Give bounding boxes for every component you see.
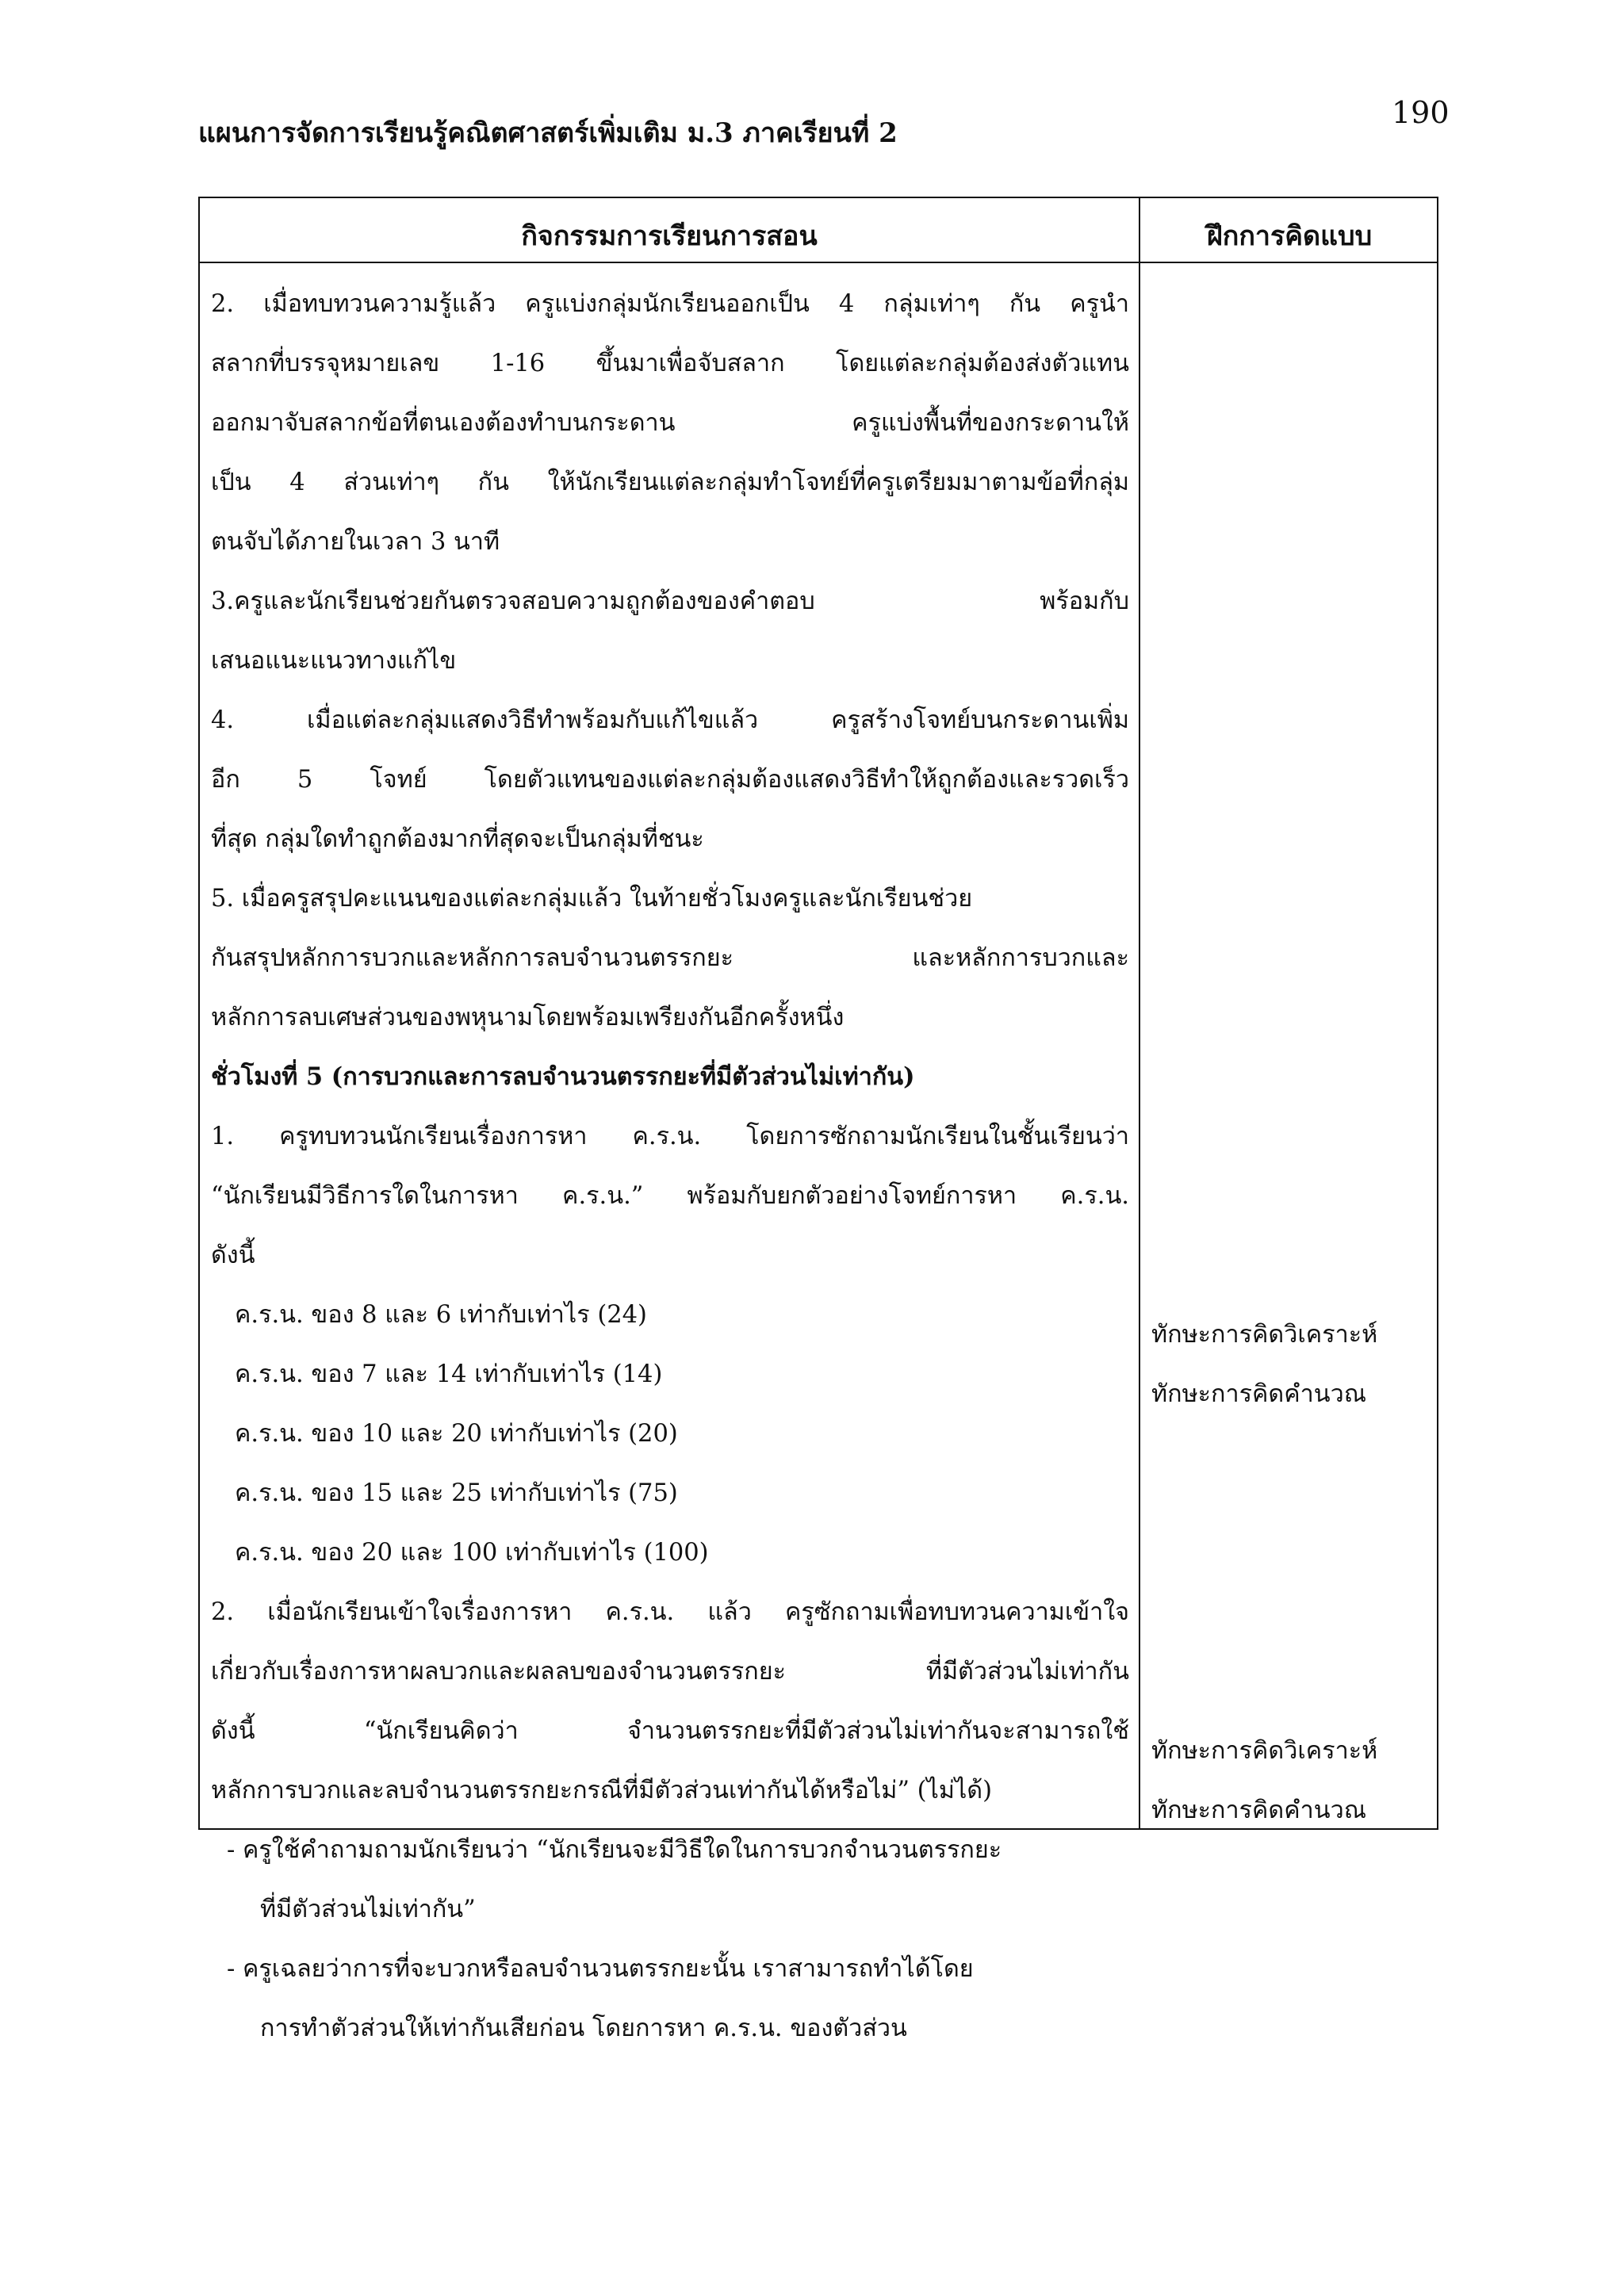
- header-activities: กิจกรรมการเรียนการสอน: [521, 220, 818, 252]
- bullet-item: - ครูใช้คำถามถามนักเรียนว่า “นักเรียนจะมีวิธีใดในการบวกจำนวนตรรกยะ: [227, 1836, 1002, 1864]
- lcm-example: ค.ร.น. ของ 8 และ 6 เท่ากับเท่าไร (24): [235, 1301, 647, 1329]
- activity-line: 3.ครูและนักเรียนช่วยกันตรวจสอบความถูกต้องของคำตอบ พร้อมกับ: [211, 587, 1129, 615]
- activity-column: [211, 274, 1129, 2058]
- activity-line: สลากที่บรรจุหมายเลข 1-16 ขึ้นมาเพื่อจับสลาก โดยแต่ละกลุ่มต้องส่งตัวแทน: [211, 350, 1129, 377]
- activity-line: “นักเรียนมีวิธีการใดในการหา ค.ร.น.” พร้อมกับยกตัวอย่างโจทย์การหา ค.ร.น.: [211, 1182, 1129, 1210]
- activity-line: อีก 5 โจทย์ โดยตัวแทนของแต่ละกลุ่มต้องแสดงวิธีทำให้ถูกต้องและรวดเร็ว: [211, 766, 1129, 794]
- activity-line: เกี่ยวกับเรื่องการหาผลบวกและผลลบของจำนวนตรรกยะ ที่มีตัวส่วนไม่เท่ากัน: [211, 1658, 1129, 1686]
- activity-line: ดังนี้ “นักเรียนคิดว่า จำนวนตรรกยะที่มีตัวส่วนไม่เท่ากันจะสามารถใช้: [211, 1717, 1129, 1745]
- bullet-item: - ครูเฉลยว่าการที่จะบวกหรือลบจำนวนตรรกยะนั้น เราสามารถทำได้โดย: [227, 1955, 974, 1983]
- skill-calculation: ทักษะการคิดคำนวณ: [1151, 1797, 1367, 1824]
- lcm-example: ค.ร.น. ของ 15 และ 25 เท่ากับเท่าไร (75): [235, 1479, 678, 1507]
- activity-line: 4. เมื่อแต่ละกลุ่มแสดงวิธีทำพร้อมกับแก้ไขแล้ว ครูสร้างโจทย์บนกระดานเพิ่ม: [211, 706, 1129, 734]
- activity-line: หลักการบวกและลบจำนวนตรรกยะกรณีที่มีตัวส่วนเท่ากันได้หรือไม่” (ไม่ได้): [211, 1777, 993, 1804]
- header-thinking-skill: ฝึกการคิดแบบ: [1206, 220, 1373, 252]
- activity-line: ตนจับได้ภายในเวลา 3 นาที: [211, 528, 500, 556]
- lcm-example: ค.ร.น. ของ 7 และ 14 เท่ากับเท่าไร (14): [235, 1360, 663, 1388]
- activity-line: 2. เมื่อทบทวนความรู้แล้ว ครูแบ่งกลุ่มนักเรียนออกเป็น 4 กลุ่มเท่าๆ กัน ครูนำ: [211, 290, 1129, 318]
- activity-line: เป็น 4 ส่วนเท่าๆ กัน ให้นักเรียนแต่ละกลุ่มทำโจทย์ที่ครูเตรียมมาตามข้อที่กลุ่ม: [211, 469, 1129, 496]
- lcm-example: ค.ร.น. ของ 10 และ 20 เท่ากับเท่าไร (20): [235, 1420, 678, 1448]
- section-heading: ชั่วโมงที่ 5 (การบวกและการลบจำนวนตรรกยะที่มีตัวส่วนไม่เท่ากัน): [211, 1062, 915, 1091]
- lcm-example: ค.ร.น. ของ 20 และ 100 เท่ากับเท่าไร (100): [235, 1539, 709, 1567]
- table-header-row: [200, 198, 1437, 263]
- activity-line: กันสรุปหลักการบวกและหลักการลบจำนวนตรรกยะ และหลักการบวกและ: [211, 944, 1129, 972]
- bullet-item-continued: ที่มีตัวส่วนไม่เท่ากัน”: [260, 1896, 476, 1923]
- activity-line: เสนอแนะแนวทางแก้ไข: [211, 647, 457, 675]
- skill-calculation: ทักษะการคิดคำนวณ: [1151, 1380, 1367, 1408]
- activity-line: ออกมาจับสลากข้อที่ตนเองต้องทำบนกระดาน ครูแบ่งพื้นที่ของกระดานให้: [211, 409, 1129, 437]
- activity-line: 1. ครูทบทวนนักเรียนเรื่องการหา ค.ร.น. โดยการซักถามนักเรียนในชั้นเรียนว่า: [211, 1123, 1129, 1150]
- activity-line: ดังนี้: [211, 1242, 255, 1269]
- activity-line: 5. เมื่อครูสรุปคะแนนของแต่ละกลุ่มแล้ว ในท้ายชั่วโมงครูและนักเรียนช่วย: [211, 885, 973, 913]
- page-number: 190: [1392, 95, 1450, 130]
- document-title: แผนการจัดการเรียนรู้คณิตศาสตร์เพิ่มเติม ม.3 ภาคเรียนที่ 2: [198, 117, 898, 149]
- activity-line: หลักการลบเศษส่วนของพหุนามโดยพร้อมเพรียงกันอีกครั้งหนึ่ง: [211, 1004, 845, 1031]
- activity-line: ที่สุด กลุ่มใดทำถูกต้องมากที่สุดจะเป็นกลุ่มที่ชนะ: [211, 825, 704, 853]
- skill-analytical: ทักษะการคิดวิเคราะห์: [1151, 1321, 1378, 1349]
- activity-line: 2. เมื่อนักเรียนเข้าใจเรื่องการหา ค.ร.น. แล้ว ครูซักถามเพื่อทบทวนความเข้าใจ: [211, 1598, 1129, 1626]
- column-divider: [1139, 198, 1140, 1828]
- skill-analytical: ทักษะการคิดวิเคราะห์: [1151, 1737, 1378, 1765]
- bullet-item-continued: การทำตัวส่วนให้เท่ากันเสียก่อน โดยการหา ค.ร.น. ของตัวส่วน: [260, 2015, 907, 2042]
- lesson-plan-table: [198, 197, 1438, 2042]
